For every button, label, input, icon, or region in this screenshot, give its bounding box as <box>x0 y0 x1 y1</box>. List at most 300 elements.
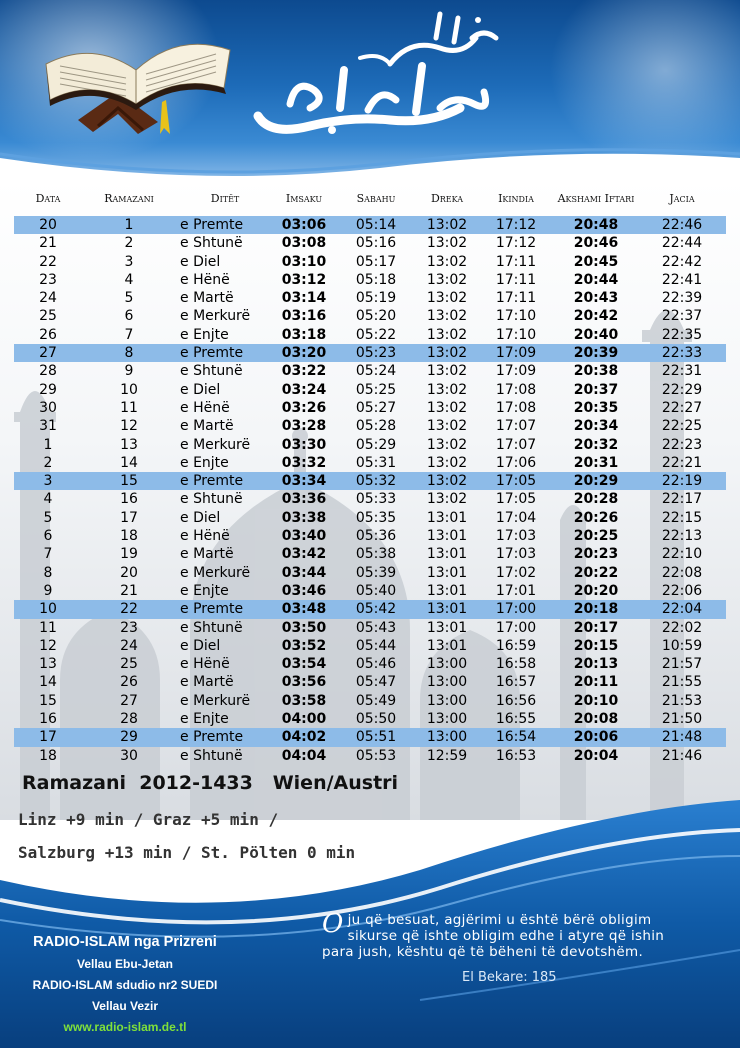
cell-jacia: 21:55 <box>661 674 703 691</box>
cell-jacia: 10:59 <box>661 637 703 654</box>
cell-data: 31 <box>39 418 57 435</box>
cell-jacia: 22:39 <box>661 290 703 307</box>
cell-ramazani: 22 <box>120 601 138 618</box>
cell-dita: e Merkurë <box>180 308 251 325</box>
cell-dreka: 13:02 <box>426 308 468 325</box>
cell-dita: e Shtunë <box>180 363 243 380</box>
cell-dreka: 13:02 <box>426 418 468 435</box>
cell-jacia: 22:41 <box>661 271 703 288</box>
cell-imsaku: 03:42 <box>281 546 327 563</box>
cell-imsaku: 03:06 <box>281 217 327 233</box>
cell-sabahu: 05:20 <box>355 308 397 325</box>
cell-akshami: 20:17 <box>573 619 619 636</box>
website-link[interactable]: www.radio-islam.de.tl <box>63 1020 187 1034</box>
cell-jacia: 22:19 <box>661 473 703 490</box>
cell-dreka: 13:01 <box>426 619 468 636</box>
cell-sabahu: 05:17 <box>355 253 397 270</box>
cell-dreka: 13:01 <box>426 528 468 545</box>
cell-data: 7 <box>43 546 53 563</box>
cell-sabahu: 05:22 <box>355 326 397 343</box>
cell-ramazani: 13 <box>120 436 138 453</box>
cell-akshami: 20:26 <box>573 509 619 526</box>
cell-data: 6 <box>43 528 53 545</box>
cell-dita: e Enjte <box>180 582 229 599</box>
cell-ikindia: 17:11 <box>495 253 537 270</box>
cell-akshami: 20:28 <box>573 491 619 508</box>
cell-jacia: 22:31 <box>661 363 703 380</box>
cell-ikindia: 17:10 <box>495 308 537 325</box>
cell-data: 2 <box>43 454 53 471</box>
cell-ramazani: 17 <box>120 509 138 526</box>
cell-dita: e Hënë <box>180 656 230 673</box>
cell-data: 28 <box>39 363 57 380</box>
cell-data: 1 <box>43 436 53 453</box>
table-row <box>14 472 726 490</box>
cell-imsaku: 03:08 <box>281 235 327 252</box>
cell-dreka: 13:02 <box>426 363 468 380</box>
cell-sabahu: 05:44 <box>355 637 397 654</box>
cell-ikindia: 16:57 <box>495 674 537 691</box>
cell-ramazani: 20 <box>120 564 138 581</box>
cell-dita: e Diel <box>180 381 221 398</box>
cell-data: 21 <box>39 235 57 252</box>
cell-ikindia: 17:08 <box>495 381 537 398</box>
credit-author-2: Vellau Vezir <box>91 999 159 1013</box>
cell-akshami: 20:32 <box>573 436 619 453</box>
credit-radio-prizren: RADIO-ISLAM nga Prizreni <box>33 934 217 950</box>
cell-data: 13 <box>39 656 57 673</box>
cell-sabahu: 05:31 <box>355 454 397 471</box>
table-row <box>14 344 726 362</box>
cell-sabahu: 05:33 <box>355 491 397 508</box>
cell-jacia: 22:17 <box>661 491 703 508</box>
cell-dita: e Diel <box>180 509 221 526</box>
cell-dita: e Enjte <box>180 454 229 471</box>
cell-data: 30 <box>39 399 57 416</box>
cell-dreka: 13:02 <box>426 290 468 307</box>
cell-data: 23 <box>39 271 57 288</box>
cell-akshami: 20:38 <box>573 363 619 380</box>
header-dreka: Dreka <box>430 191 464 205</box>
cell-dreka: 13:02 <box>426 326 468 343</box>
cell-dita: e Premte <box>180 345 244 362</box>
cell-ikindia: 17:05 <box>495 473 537 490</box>
cell-ikindia: 17:07 <box>495 418 537 435</box>
cell-dita: e Martë <box>180 674 234 691</box>
cell-sabahu: 05:49 <box>355 692 397 709</box>
cell-ramazani: 1 <box>124 217 134 233</box>
cell-jacia: 21:57 <box>661 656 703 673</box>
cell-dita: e Premte <box>180 473 244 490</box>
credit-author-1: Vellau Ebu-Jetan <box>76 957 174 971</box>
cell-sabahu: 05:36 <box>355 528 397 545</box>
schedule-title: Ramazani 2012-1433 Wien/Austri <box>22 772 399 794</box>
cell-ramazani: 7 <box>124 326 134 343</box>
cell-sabahu: 05:14 <box>355 217 397 233</box>
cell-data: 25 <box>39 308 57 325</box>
cell-dreka: 13:02 <box>426 473 468 490</box>
cell-akshami: 20:43 <box>573 290 619 307</box>
cell-ikindia: 17:10 <box>495 326 537 343</box>
cell-dreka: 13:02 <box>426 399 468 416</box>
cell-dreka: 13:02 <box>426 345 468 362</box>
cell-sabahu: 05:24 <box>355 363 397 380</box>
cell-dita: e Martë <box>180 418 234 435</box>
cell-ramazani: 24 <box>120 637 138 654</box>
cell-jacia: 21:48 <box>661 729 703 746</box>
cell-dita: e Hënë <box>180 271 230 288</box>
header-data: Data <box>35 191 61 205</box>
table-row <box>14 381 726 399</box>
cell-akshami: 20:13 <box>573 656 619 673</box>
cell-akshami: 20:48 <box>573 217 619 233</box>
cell-akshami: 20:42 <box>573 308 619 325</box>
table-header-row <box>14 180 726 216</box>
cell-sabahu: 05:50 <box>355 711 397 728</box>
cell-dreka: 13:01 <box>426 509 468 526</box>
cell-dita: e Diel <box>180 637 221 654</box>
table-row <box>14 436 726 454</box>
cell-data: 17 <box>39 729 57 746</box>
table-row <box>14 692 726 710</box>
cell-jacia: 22:15 <box>661 509 703 526</box>
cell-data: 15 <box>39 692 57 709</box>
cell-imsaku: 03:48 <box>281 601 327 618</box>
cell-dita: e Martë <box>180 290 234 307</box>
verse-reference: El Bekare: 185 <box>462 970 557 985</box>
cell-jacia: 22:23 <box>661 436 703 453</box>
cell-imsaku: 03:20 <box>281 345 327 362</box>
cell-imsaku: 03:46 <box>281 582 327 599</box>
cell-sabahu: 05:35 <box>355 509 397 526</box>
cell-ramazani: 2 <box>124 235 134 252</box>
cell-jacia: 22:29 <box>661 381 703 398</box>
cell-sabahu: 05:39 <box>355 564 397 581</box>
cell-imsaku: 04:02 <box>281 729 327 746</box>
cell-dita: e Enjte <box>180 711 229 728</box>
cell-imsaku: 03:22 <box>281 363 327 380</box>
table-row <box>14 490 726 508</box>
quran-verse <box>322 909 682 960</box>
cell-dita: e Martë <box>180 546 234 563</box>
cell-ramazani: 15 <box>120 473 138 490</box>
cell-ikindia: 17:04 <box>495 509 537 526</box>
cell-ramazani: 12 <box>120 418 138 435</box>
cell-sabahu: 05:29 <box>355 436 397 453</box>
cell-sabahu: 05:43 <box>355 619 397 636</box>
cell-ramazani: 9 <box>124 363 134 380</box>
cell-akshami: 20:45 <box>573 253 619 270</box>
cell-dreka: 13:02 <box>426 381 468 398</box>
cell-ikindia: 17:12 <box>495 217 537 233</box>
city-offsets-line1: Linz +9 min / Graz +5 min / <box>18 810 279 829</box>
cell-ramazani: 11 <box>120 399 138 416</box>
table-row <box>14 307 726 325</box>
cell-jacia: 22:04 <box>661 601 703 618</box>
cell-sabahu: 05:47 <box>355 674 397 691</box>
cell-akshami: 20:15 <box>573 637 619 654</box>
cell-imsaku: 03:30 <box>281 436 327 453</box>
cell-dita: e Diel <box>180 253 221 270</box>
cell-data: 3 <box>43 473 53 490</box>
cell-imsaku: 03:10 <box>281 253 327 270</box>
cell-dreka: 13:02 <box>426 253 468 270</box>
table-row <box>14 509 726 527</box>
cell-ramazani: 19 <box>120 546 138 563</box>
cell-akshami: 20:08 <box>573 711 619 728</box>
credit-radio-studio: RADIO-ISLAM sdudio nr2 SUEDI <box>32 978 218 992</box>
cell-dita: e Merkurë <box>180 564 251 581</box>
cell-dita: e Shtunë <box>180 747 243 764</box>
table-row <box>14 564 726 582</box>
cell-ramazani: 4 <box>124 271 134 288</box>
cell-akshami: 20:20 <box>573 582 619 599</box>
cell-akshami: 20:23 <box>573 546 619 563</box>
cell-akshami: 20:11 <box>573 674 619 691</box>
cell-ikindia: 16:53 <box>495 747 537 764</box>
cell-data: 29 <box>39 381 57 398</box>
cell-jacia: 21:46 <box>661 747 703 764</box>
table-row <box>14 619 726 637</box>
cell-data: 10 <box>39 601 57 618</box>
cell-dita: e Shtunë <box>180 491 243 508</box>
header-jacia: Jacia <box>669 191 695 205</box>
cell-dreka: 13:00 <box>426 692 468 709</box>
cell-ikindia: 17:01 <box>495 582 537 599</box>
cell-akshami: 20:39 <box>573 345 619 362</box>
cell-imsaku: 03:50 <box>281 619 327 636</box>
cell-ramazani: 21 <box>120 582 138 599</box>
cell-sabahu: 05:51 <box>355 729 397 746</box>
cell-ramazani: 8 <box>124 345 134 362</box>
cell-jacia: 22:25 <box>661 418 703 435</box>
cell-ikindia: 17:11 <box>495 290 537 307</box>
cell-sabahu: 05:18 <box>355 271 397 288</box>
cell-dreka: 13:01 <box>426 637 468 654</box>
cell-ramazani: 3 <box>124 253 134 270</box>
header-dita: Ditët <box>210 191 240 205</box>
table-row <box>14 655 726 673</box>
table-row <box>14 600 726 618</box>
cell-jacia: 21:50 <box>661 711 703 728</box>
city-offsets-line2: Salzburg +13 min / St. Pölten 0 min <box>18 843 356 862</box>
cell-imsaku: 03:16 <box>281 308 327 325</box>
cell-akshami: 20:25 <box>573 528 619 545</box>
table-row <box>14 545 726 563</box>
cell-akshami: 20:44 <box>573 271 619 288</box>
cell-akshami: 20:06 <box>573 729 619 746</box>
cell-ikindia: 17:12 <box>495 235 537 252</box>
cell-dreka: 13:01 <box>426 582 468 599</box>
header-sabahu: Sabahu <box>356 191 396 205</box>
cell-dita: e Hënë <box>180 399 230 416</box>
cell-dreka: 13:00 <box>426 674 468 691</box>
cell-sabahu: 05:38 <box>355 546 397 563</box>
cell-ikindia: 17:03 <box>495 528 537 545</box>
cell-data: 27 <box>39 345 57 362</box>
cell-ikindia: 17:05 <box>495 491 537 508</box>
cell-sabahu: 05:28 <box>355 418 397 435</box>
cell-dreka: 13:01 <box>426 601 468 618</box>
cell-data: 24 <box>39 290 57 307</box>
cell-jacia: 22:42 <box>661 253 703 270</box>
cell-imsaku: 04:00 <box>281 711 327 728</box>
cell-imsaku: 03:56 <box>281 674 327 691</box>
cell-ikindia: 16:56 <box>495 692 537 709</box>
cell-dita: e Premte <box>180 729 244 746</box>
cell-dreka: 13:00 <box>426 656 468 673</box>
table-row <box>14 637 726 655</box>
table-row <box>14 289 726 307</box>
cell-dreka: 13:01 <box>426 546 468 563</box>
cell-ikindia: 17:00 <box>495 619 537 636</box>
cell-jacia: 22:44 <box>661 235 703 252</box>
cell-sabahu: 05:53 <box>355 747 397 764</box>
cell-ikindia: 17:09 <box>495 363 537 380</box>
table-row <box>14 582 726 600</box>
cell-dreka: 13:02 <box>426 454 468 471</box>
cell-sabahu: 05:46 <box>355 656 397 673</box>
table-row <box>14 234 726 252</box>
header-ikindia: Ikindia <box>498 191 534 205</box>
cell-ikindia: 17:11 <box>495 271 537 288</box>
table-row <box>14 216 726 234</box>
cell-imsaku: 03:14 <box>281 290 327 307</box>
cell-ramazani: 16 <box>120 491 138 508</box>
cell-imsaku: 03:44 <box>281 564 327 581</box>
cell-data: 22 <box>39 253 57 270</box>
cell-ramazani: 6 <box>124 308 134 325</box>
cell-data: 5 <box>43 509 53 526</box>
cell-imsaku: 03:34 <box>281 473 327 490</box>
cell-akshami: 20:31 <box>573 454 619 471</box>
cell-data: 18 <box>39 747 57 764</box>
cell-dreka: 13:02 <box>426 271 468 288</box>
cell-ramazani: 18 <box>120 528 138 545</box>
header-imsaku: Imsaku <box>285 191 323 205</box>
cell-imsaku: 03:38 <box>281 509 327 526</box>
table-row <box>14 710 726 728</box>
cell-sabahu: 05:40 <box>355 582 397 599</box>
header-banner <box>0 0 740 190</box>
cell-jacia: 22:06 <box>661 582 703 599</box>
cell-ikindia: 17:08 <box>495 399 537 416</box>
prayer-times-table <box>14 180 726 765</box>
header-akshami: Akshami Iftari <box>557 191 635 205</box>
table-row <box>14 454 726 472</box>
table-row <box>14 417 726 435</box>
cell-dreka: 13:00 <box>426 711 468 728</box>
table-row <box>14 728 726 746</box>
cell-dreka: 13:00 <box>426 729 468 746</box>
cell-ramazani: 28 <box>120 711 138 728</box>
cell-sabahu: 05:23 <box>355 345 397 362</box>
cell-akshami: 20:37 <box>573 381 619 398</box>
table-row <box>14 747 726 765</box>
cell-dreka: 13:01 <box>426 564 468 581</box>
cell-akshami: 20:40 <box>573 326 619 343</box>
cell-imsaku: 03:12 <box>281 271 327 288</box>
cell-jacia: 22:10 <box>661 546 703 563</box>
cell-ikindia: 16:58 <box>495 656 537 673</box>
cell-imsaku: 03:18 <box>281 326 327 343</box>
cell-ramazani: 30 <box>120 747 138 764</box>
table-row <box>14 527 726 545</box>
cell-akshami: 20:34 <box>573 418 619 435</box>
cell-data: 14 <box>39 674 57 691</box>
cell-imsaku: 03:40 <box>281 528 327 545</box>
cell-ikindia: 16:55 <box>495 711 537 728</box>
cell-dita: e Enjte <box>180 326 229 343</box>
cell-akshami: 20:10 <box>573 692 619 709</box>
verse-text: ju që besuat, agjërimi u është bërë obligim sikurse që ishte obligim edhe i atyre që ishin para jush, kështu që të bëheni të devotshëm. <box>322 912 665 960</box>
cell-jacia: 22:27 <box>661 399 703 416</box>
cell-jacia: 22:08 <box>661 564 703 581</box>
cell-akshami: 20:29 <box>573 473 619 490</box>
table-row <box>14 271 726 289</box>
cell-ikindia: 16:54 <box>495 729 537 746</box>
cell-data: 20 <box>39 217 57 233</box>
cell-akshami: 20:35 <box>573 399 619 416</box>
cell-imsaku: 03:32 <box>281 454 327 471</box>
cell-sabahu: 05:32 <box>355 473 397 490</box>
cell-imsaku: 04:04 <box>281 747 327 764</box>
cell-jacia: 22:46 <box>661 217 703 233</box>
cell-dreka: 12:59 <box>426 747 468 764</box>
cell-dita: e Merkurë <box>180 436 251 453</box>
cell-ikindia: 17:02 <box>495 564 537 581</box>
cell-akshami: 20:22 <box>573 564 619 581</box>
cell-akshami: 20:18 <box>573 601 619 618</box>
cell-sabahu: 05:42 <box>355 601 397 618</box>
cell-jacia: 22:37 <box>661 308 703 325</box>
verse-initial: O <box>322 909 344 939</box>
cell-data: 9 <box>43 582 53 599</box>
cell-dita: e Shtunë <box>180 235 243 252</box>
cell-sabahu: 05:19 <box>355 290 397 307</box>
cell-sabahu: 05:25 <box>355 381 397 398</box>
cell-imsaku: 03:28 <box>281 418 327 435</box>
cell-akshami: 20:04 <box>573 747 619 764</box>
cell-jacia: 22:33 <box>661 345 703 362</box>
cell-dreka: 13:02 <box>426 235 468 252</box>
cell-ramazani: 26 <box>120 674 138 691</box>
cell-dreka: 13:02 <box>426 436 468 453</box>
table-row <box>14 326 726 344</box>
table-row <box>14 399 726 417</box>
table-row <box>14 673 726 691</box>
cell-jacia: 22:02 <box>661 619 703 636</box>
cell-imsaku: 03:36 <box>281 491 327 508</box>
cell-sabahu: 05:27 <box>355 399 397 416</box>
cell-akshami: 20:46 <box>573 235 619 252</box>
header-ramazani: Ramazani <box>104 191 154 205</box>
cell-jacia: 21:53 <box>661 692 703 709</box>
cell-data: 26 <box>39 326 57 343</box>
cell-imsaku: 03:58 <box>281 692 327 709</box>
cell-data: 4 <box>43 491 53 508</box>
table-row <box>14 362 726 380</box>
cell-ramazani: 29 <box>120 729 138 746</box>
cell-jacia: 22:13 <box>661 528 703 545</box>
cell-jacia: 22:21 <box>661 454 703 471</box>
cell-ramazani: 23 <box>120 619 138 636</box>
cell-data: 8 <box>43 564 53 581</box>
cell-jacia: 22:35 <box>661 326 703 343</box>
cell-dreka: 13:02 <box>426 217 468 233</box>
cell-imsaku: 03:52 <box>281 637 327 654</box>
cell-dita: e Shtunë <box>180 619 243 636</box>
